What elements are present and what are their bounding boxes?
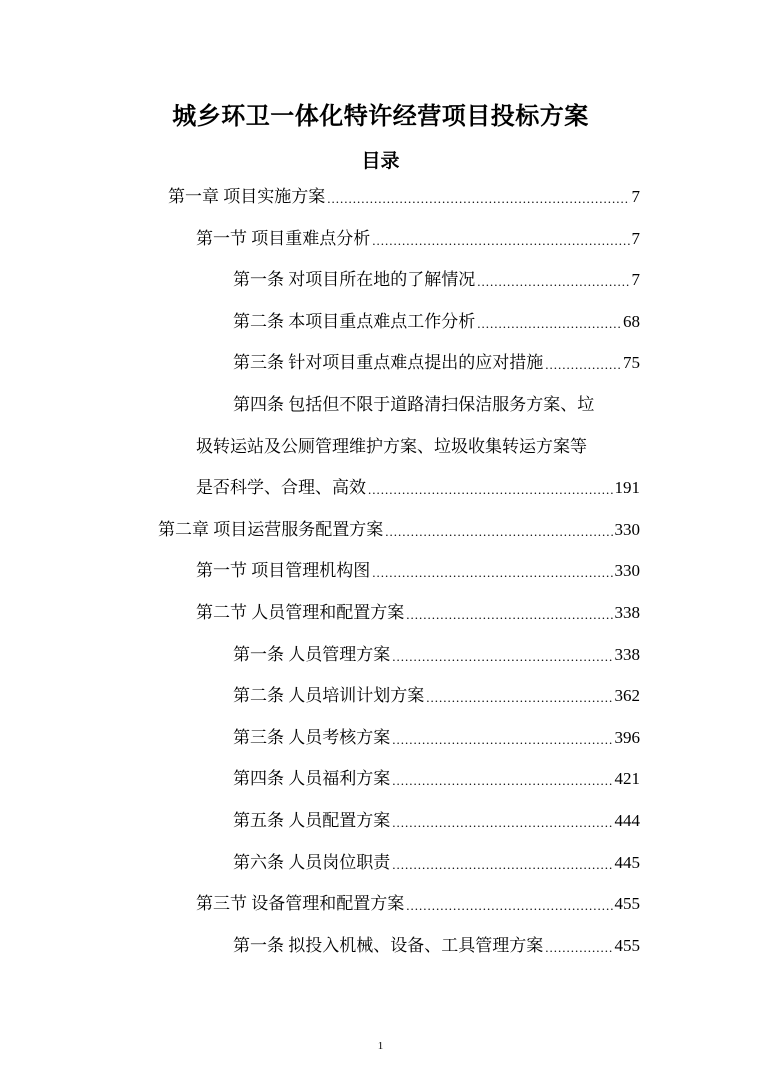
- page-number: 1: [377, 1040, 384, 1052]
- dot-leader: [392, 760, 612, 802]
- toc-entry-text: 第一节 项目管理机构图: [196, 561, 371, 581]
- toc-page-number: 444: [614, 810, 640, 830]
- toc-page-number: 191: [614, 478, 640, 498]
- dot-leader: [545, 927, 612, 969]
- toc-entry-text: 第三条 人员考核方案: [233, 727, 391, 747]
- document-title: 城乡环卫一体化特许经营项目投标方案: [172, 102, 589, 130]
- toc-entry-article[interactable]: [0, 842, 640, 884]
- toc-entry-chapter[interactable]: [0, 176, 640, 218]
- toc-entry-text: 第一章 项目实施方案: [168, 187, 326, 206]
- toc-page-number: 396: [614, 727, 640, 747]
- toc-entry-article[interactable]: [0, 634, 640, 676]
- toc-entry-article[interactable]: [0, 758, 640, 800]
- dot-leader: [406, 885, 612, 927]
- dot-leader: [392, 719, 612, 761]
- toc-entry-text: 第二章 项目运营服务配置方案: [158, 519, 384, 539]
- toc-entry-text: 第五条 人员配置方案: [233, 810, 391, 830]
- toc-page-number: 7: [631, 270, 640, 290]
- toc-entry-chapter[interactable]: [0, 509, 640, 551]
- dot-leader: [372, 552, 612, 594]
- toc-page-number: 338: [614, 644, 640, 664]
- toc-entry-article-multiline[interactable]: [0, 384, 761, 509]
- toc-entry-section[interactable]: [0, 550, 640, 592]
- toc-entry-section[interactable]: [0, 592, 640, 634]
- toc-entry-article[interactable]: [0, 675, 640, 717]
- toc-page-number: 7: [631, 228, 640, 248]
- toc-page-number: 421: [614, 769, 640, 789]
- toc-entry-text-line: 第四条 包括但不限于道路清扫保洁服务方案、垃: [233, 394, 595, 414]
- dot-leader: [385, 511, 612, 553]
- toc-entry-article[interactable]: [0, 342, 640, 384]
- dot-leader: [368, 469, 613, 511]
- toc-entry-text: 第二条 本项目重点难点工作分析: [233, 311, 476, 331]
- toc-entry-text: 第一节 项目重难点分析: [196, 228, 371, 248]
- dot-leader: [477, 303, 621, 345]
- dot-leader: [372, 220, 629, 262]
- toc-page-number: 330: [614, 561, 640, 581]
- toc-entry-text: 第一条 对项目所在地的了解情况: [233, 270, 476, 290]
- toc-entry-article[interactable]: [0, 259, 640, 301]
- dot-leader: [392, 844, 612, 886]
- toc-entry-text: 第二条 人员培训计划方案: [233, 686, 425, 706]
- dot-leader: [327, 178, 629, 220]
- toc-entry-text: 第四条 人员福利方案: [233, 769, 391, 789]
- toc-page-number: 362: [614, 686, 640, 706]
- dot-leader: [477, 261, 629, 303]
- toc-heading: 目录: [361, 150, 400, 172]
- toc-entry-article[interactable]: [0, 717, 640, 759]
- toc-page-number: 330: [614, 519, 640, 539]
- toc-page-number: 68: [623, 311, 640, 331]
- toc-entry-text: 第三条 针对项目重点难点提出的应对措施: [233, 353, 544, 373]
- toc-entry-text: 第六条 人员岗位职责: [233, 852, 391, 872]
- toc-entry-text: 第一条 人员管理方案: [233, 644, 391, 664]
- dot-leader: [406, 594, 612, 636]
- toc-entry-section[interactable]: [0, 218, 640, 260]
- toc-entry-text-line: 圾转运站及公厕管理维护方案、垃圾收集转运方案等: [196, 436, 587, 456]
- toc-entry-article[interactable]: [0, 301, 640, 343]
- toc-entry-article[interactable]: [0, 800, 640, 842]
- toc-entry-text: 第三节 设备管理和配置方案: [196, 894, 405, 914]
- toc-page-number: 445: [614, 852, 640, 872]
- toc-page-number: 7: [631, 187, 640, 206]
- toc-page-number: 75: [623, 353, 640, 373]
- toc-entry-text: 第一条 拟投入机械、设备、工具管理方案: [233, 935, 544, 955]
- dot-leader: [392, 636, 612, 678]
- toc-entry-section[interactable]: [0, 883, 640, 925]
- toc-page-number: 455: [614, 894, 640, 914]
- toc-page-number: 338: [614, 602, 640, 622]
- dot-leader: [392, 802, 612, 844]
- dot-leader: [545, 344, 621, 386]
- dot-leader: [426, 677, 612, 719]
- table-of-contents: [0, 176, 761, 966]
- toc-entry-text: 是否科学、合理、高效: [196, 478, 366, 498]
- toc-page-number: 455: [614, 935, 640, 955]
- toc-entry-text: 第二节 人员管理和配置方案: [196, 602, 405, 622]
- toc-entry-article[interactable]: [0, 925, 640, 967]
